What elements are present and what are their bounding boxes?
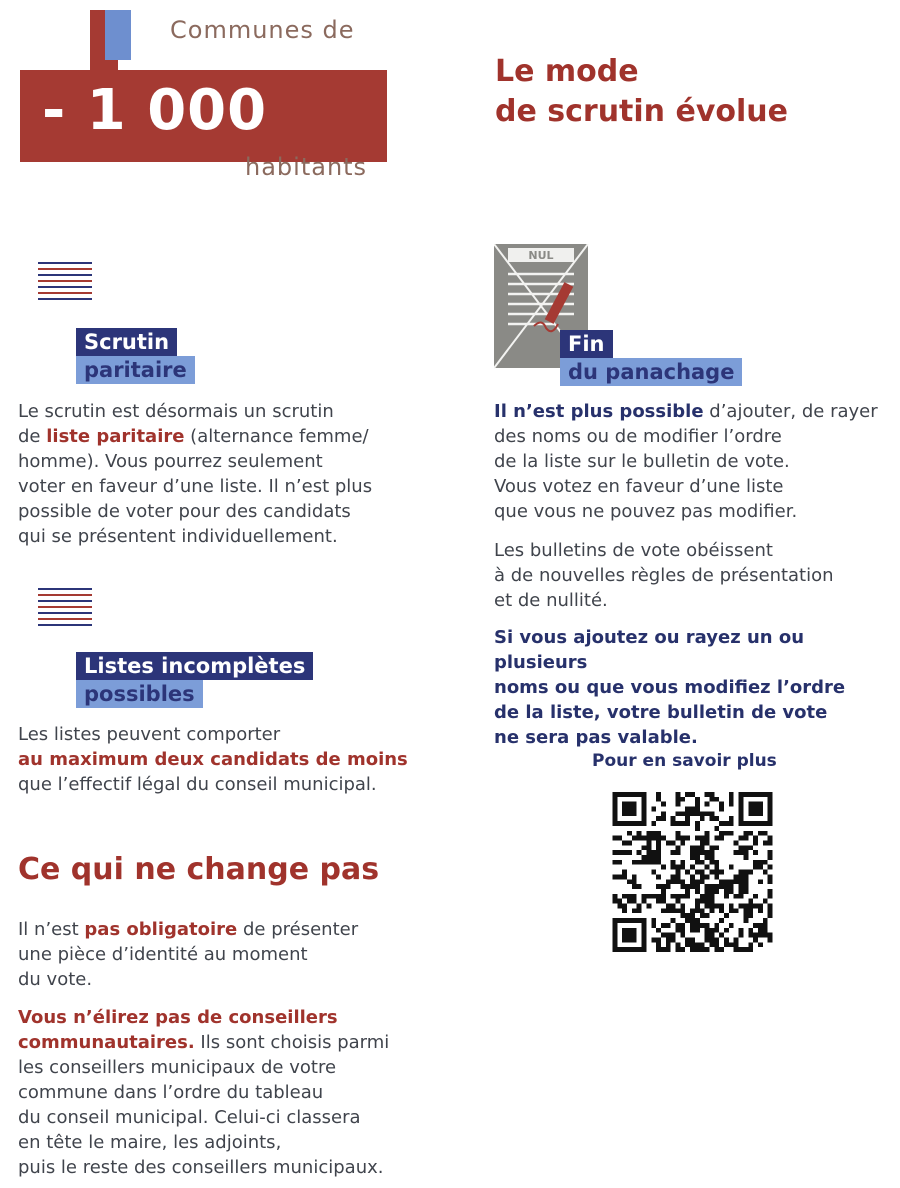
stripes-icon bbox=[38, 588, 92, 632]
text-line bbox=[18, 424, 438, 449]
text-line: que vous ne pouvez pas modifier. bbox=[494, 501, 798, 522]
text-line: ne sera pas valable. bbox=[494, 727, 698, 748]
text-emphasis: Il n’est plus possible bbox=[494, 401, 704, 422]
inchange-text-2 bbox=[18, 1005, 448, 1180]
ballot-stamp: NUL bbox=[528, 249, 554, 262]
paritaire-text bbox=[18, 399, 438, 549]
text-line: voter en faveur d’une liste. Il n’est plus bbox=[18, 476, 373, 497]
qr-code-icon[interactable] bbox=[610, 792, 775, 952]
incompletes-text bbox=[18, 722, 438, 797]
title-line1: Le mode bbox=[495, 54, 639, 89]
text-span: de présenter bbox=[237, 919, 359, 940]
text-span: de bbox=[18, 426, 47, 447]
text-emphasis: communautaires. bbox=[18, 1032, 195, 1053]
text-line: et de nullité. bbox=[494, 590, 608, 611]
text-line: Les listes peuvent comporter bbox=[18, 724, 281, 745]
text-line: qui se présentent individuellement. bbox=[18, 526, 338, 547]
label-line1: Scrutin bbox=[76, 328, 177, 356]
text-line: de la liste sur le bulletin de vote. bbox=[494, 451, 790, 472]
page-title bbox=[495, 52, 788, 132]
text-line bbox=[18, 1030, 448, 1055]
text-emphasis: au maximum deux candidats de moins bbox=[18, 749, 408, 770]
text-line bbox=[18, 1005, 448, 1030]
label-scrutin-paritaire bbox=[76, 328, 195, 384]
text-line: possible de voter pour des candidats bbox=[18, 501, 351, 522]
text-span: Il n’est bbox=[18, 919, 85, 940]
text-span: d’ajouter, de rayer bbox=[703, 401, 878, 422]
text-line: Les bulletins de vote obéissent bbox=[494, 540, 773, 561]
badge-line2: habitants bbox=[245, 153, 368, 181]
label-fin-panachage bbox=[560, 330, 742, 386]
inchange-text-1 bbox=[18, 917, 438, 992]
text-emphasis: Vous n’élirez pas de conseillers bbox=[18, 1007, 338, 1028]
text-line bbox=[18, 917, 438, 942]
stripes-icon bbox=[38, 262, 92, 306]
more-info-label: Pour en savoir plus bbox=[592, 751, 777, 771]
text-line bbox=[494, 399, 894, 424]
text-emphasis: pas obligatoire bbox=[84, 919, 238, 940]
text-line: puis le reste des conseillers municipaux. bbox=[18, 1157, 384, 1178]
badge-number: - 1 000 bbox=[42, 78, 268, 143]
text-line: les conseillers municipaux de votre bbox=[18, 1057, 337, 1078]
text-line: du conseil municipal. Celui-ci classera bbox=[18, 1107, 361, 1128]
panachage-warning bbox=[494, 625, 899, 750]
label-line1: Fin bbox=[560, 330, 613, 358]
text-line: une pièce d’identité au moment bbox=[18, 944, 308, 965]
text-line bbox=[18, 747, 438, 772]
text-line: de la liste, votre bulletin de vote bbox=[494, 702, 828, 723]
title-line2: de scrutin évolue bbox=[495, 94, 788, 129]
text-line: homme). Vous pourrez seulement bbox=[18, 451, 323, 472]
label-line2: possibles bbox=[76, 680, 203, 708]
label-line2: du panachage bbox=[560, 358, 742, 386]
text-line: à de nouvelles règles de présentation bbox=[494, 565, 834, 586]
text-emphasis: liste paritaire bbox=[46, 426, 185, 447]
text-line: en tête le maire, les adjoints, bbox=[18, 1132, 282, 1153]
badge-line1: Communes de bbox=[170, 16, 355, 44]
label-line1: Listes incomplètes bbox=[76, 652, 313, 680]
text-line: noms ou que vous modifiez l’ordre bbox=[494, 677, 846, 698]
text-line: Le scrutin est désormais un scrutin bbox=[18, 401, 334, 422]
badge-tab-accent bbox=[105, 10, 131, 60]
section-title-inchange: Ce qui ne change pas bbox=[18, 852, 380, 887]
text-line: des noms ou de modifier l’ordre bbox=[494, 426, 782, 447]
text-line: que l’effectif légal du conseil municipal. bbox=[18, 774, 377, 795]
text-span: Ils sont choisis parmi bbox=[194, 1032, 390, 1053]
text-line: du vote. bbox=[18, 969, 93, 990]
label-line2: paritaire bbox=[76, 356, 195, 384]
commune-badge bbox=[20, 10, 390, 185]
text-line: Si vous ajoutez ou rayez un ou plusieurs bbox=[494, 627, 805, 673]
text-line: commune dans l’ordre du tableau bbox=[18, 1082, 324, 1103]
label-listes-incompletes bbox=[76, 652, 313, 708]
panachage-text-1 bbox=[494, 399, 894, 524]
text-span: (alternance femme/ bbox=[184, 426, 369, 447]
text-line: Vous votez en faveur d’une liste bbox=[494, 476, 784, 497]
panachage-text-2 bbox=[494, 538, 894, 613]
